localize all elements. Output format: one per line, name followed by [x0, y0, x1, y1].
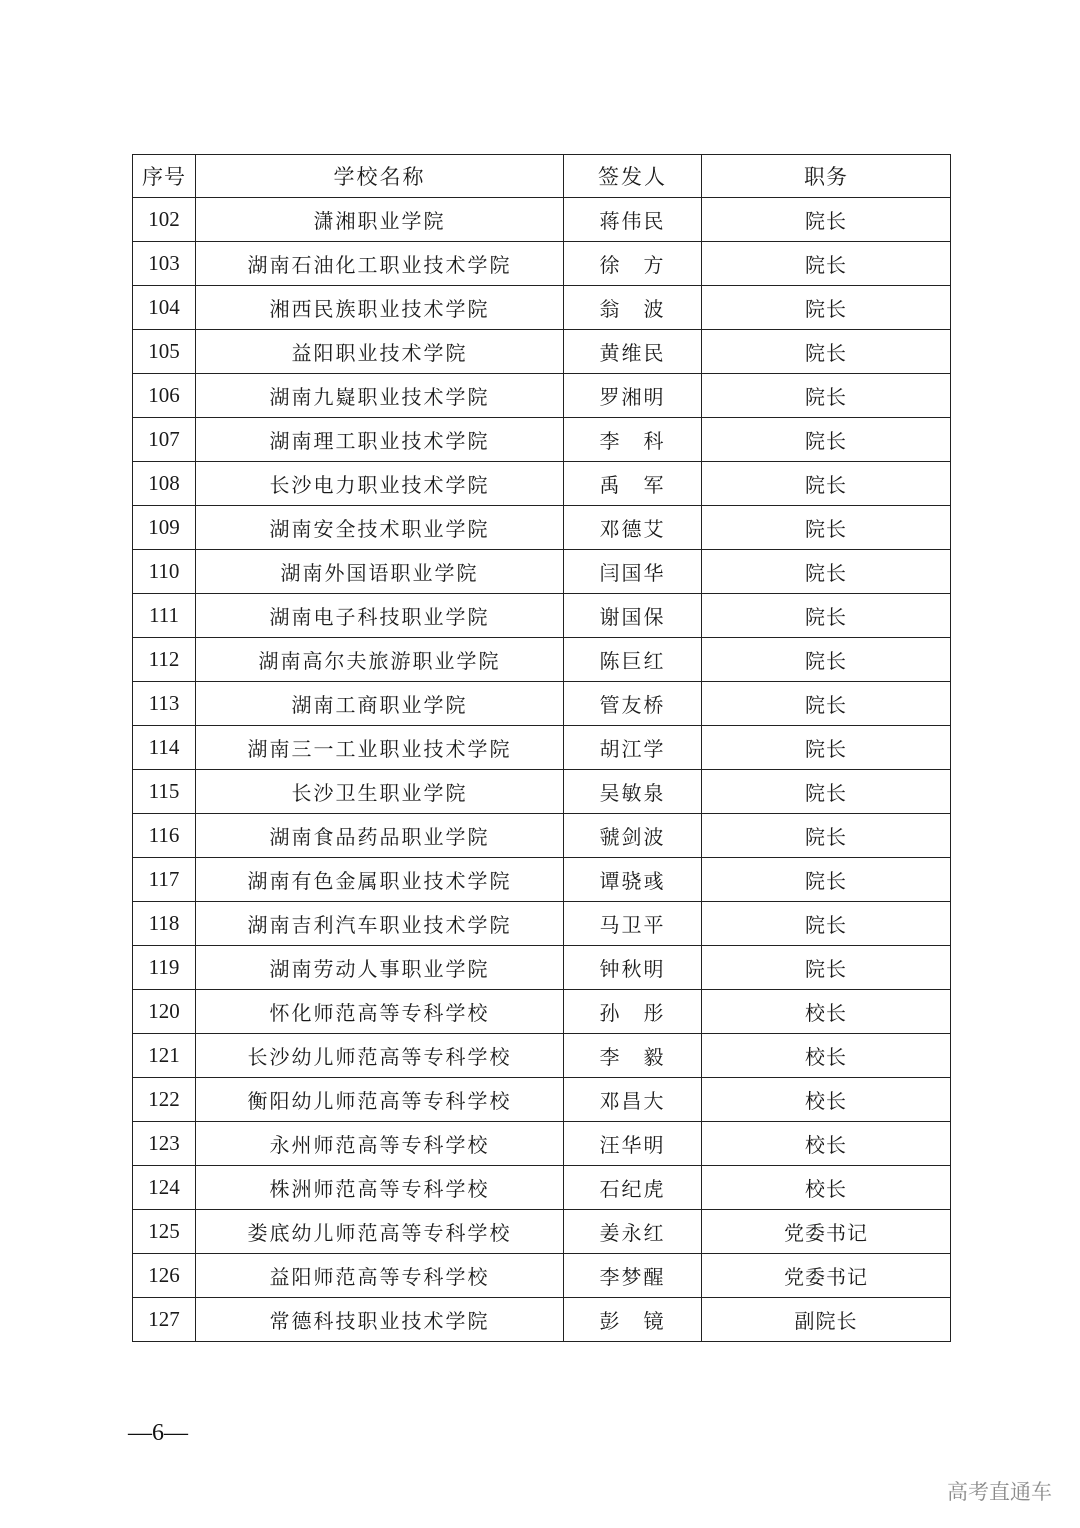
table-row: [133, 418, 951, 462]
table-body: [133, 198, 951, 1342]
cell-position: 校长: [702, 1034, 951, 1078]
cell-position: 院长: [702, 638, 951, 682]
cell-position: 院长: [702, 506, 951, 550]
cell-school-name: 怀化师范高等专科学校: [196, 990, 564, 1034]
cell-signer: 李 科: [564, 418, 702, 462]
table-row: [133, 1122, 951, 1166]
cell-school-name: 湖南外国语职业学院: [196, 550, 564, 594]
cell-school-name: 湖南安全技术职业学院: [196, 506, 564, 550]
table-row: [133, 594, 951, 638]
table-row: [133, 1298, 951, 1342]
cell-serial-number: 122: [133, 1078, 196, 1122]
cell-serial-number: 126: [133, 1254, 196, 1298]
cell-signer: 罗湘明: [564, 374, 702, 418]
cell-serial-number: 121: [133, 1034, 196, 1078]
watermark-text: 高考直通车: [947, 1480, 1052, 1504]
cell-school-name: 湖南九嶷职业技术学院: [196, 374, 564, 418]
table-row: [133, 462, 951, 506]
cell-serial-number: 102: [133, 198, 196, 242]
cell-school-name: 湖南电子科技职业学院: [196, 594, 564, 638]
cell-signer: 徐 方: [564, 242, 702, 286]
cell-position: 副院长: [702, 1298, 951, 1342]
cell-signer: 邓德艾: [564, 506, 702, 550]
cell-serial-number: 103: [133, 242, 196, 286]
table-row: [133, 1034, 951, 1078]
cell-signer: 姜永红: [564, 1210, 702, 1254]
table-row: [133, 374, 951, 418]
cell-serial-number: 113: [133, 682, 196, 726]
cell-position: 院长: [702, 374, 951, 418]
cell-signer: 李梦醒: [564, 1254, 702, 1298]
cell-signer: 闫国华: [564, 550, 702, 594]
cell-school-name: 长沙幼儿师范高等专科学校: [196, 1034, 564, 1078]
table-row: [133, 286, 951, 330]
table-row: [133, 814, 951, 858]
cell-school-name: 湖南工商职业学院: [196, 682, 564, 726]
cell-signer: 蒋伟民: [564, 198, 702, 242]
cell-signer: 孙 彤: [564, 990, 702, 1034]
cell-signer: 虢剑波: [564, 814, 702, 858]
cell-position: 校长: [702, 990, 951, 1034]
cell-signer: 谭骁彧: [564, 858, 702, 902]
cell-school-name: 衡阳幼儿师范高等专科学校: [196, 1078, 564, 1122]
cell-position: 党委书记: [702, 1210, 951, 1254]
cell-serial-number: 109: [133, 506, 196, 550]
cell-position: 院长: [702, 330, 951, 374]
cell-position: 院长: [702, 946, 951, 990]
cell-serial-number: 111: [133, 594, 196, 638]
cell-school-name: 永州师范高等专科学校: [196, 1122, 564, 1166]
cell-position: 院长: [702, 550, 951, 594]
cell-serial-number: 105: [133, 330, 196, 374]
cell-school-name: 长沙卫生职业学院: [196, 770, 564, 814]
cell-signer: 李 毅: [564, 1034, 702, 1078]
cell-school-name: 益阳师范高等专科学校: [196, 1254, 564, 1298]
cell-serial-number: 127: [133, 1298, 196, 1342]
table-row: [133, 946, 951, 990]
table-row: [133, 902, 951, 946]
table-row: [133, 858, 951, 902]
cell-school-name: 湖南三一工业职业技术学院: [196, 726, 564, 770]
cell-serial-number: 118: [133, 902, 196, 946]
cell-school-name: 娄底幼儿师范高等专科学校: [196, 1210, 564, 1254]
cell-signer: 管友桥: [564, 682, 702, 726]
cell-position: 校长: [702, 1122, 951, 1166]
cell-signer: 陈巨红: [564, 638, 702, 682]
cell-school-name: 益阳职业技术学院: [196, 330, 564, 374]
cell-signer: 邓昌大: [564, 1078, 702, 1122]
cell-school-name: 湖南理工职业技术学院: [196, 418, 564, 462]
table-row: [133, 1210, 951, 1254]
cell-school-name: 湖南劳动人事职业学院: [196, 946, 564, 990]
cell-serial-number: 110: [133, 550, 196, 594]
cell-position: 院长: [702, 418, 951, 462]
cell-signer: 翁 波: [564, 286, 702, 330]
cell-serial-number: 117: [133, 858, 196, 902]
cell-signer: 汪华明: [564, 1122, 702, 1166]
cell-serial-number: 108: [133, 462, 196, 506]
cell-school-name: 常德科技职业技术学院: [196, 1298, 564, 1342]
cell-serial-number: 114: [133, 726, 196, 770]
signatory-table: [132, 154, 951, 1342]
cell-position: 院长: [702, 198, 951, 242]
cell-position: 院长: [702, 682, 951, 726]
cell-serial-number: 106: [133, 374, 196, 418]
cell-signer: 禹 军: [564, 462, 702, 506]
cell-signer: 石纪虎: [564, 1166, 702, 1210]
header-serial-number: 序号: [133, 155, 196, 198]
cell-position: 党委书记: [702, 1254, 951, 1298]
cell-serial-number: 119: [133, 946, 196, 990]
header-signer: 签发人: [564, 155, 702, 198]
table-row: [133, 1166, 951, 1210]
cell-school-name: 湖南高尔夫旅游职业学院: [196, 638, 564, 682]
cell-position: 院长: [702, 286, 951, 330]
cell-position: 校长: [702, 1078, 951, 1122]
table-header: [133, 155, 951, 198]
cell-position: 院长: [702, 858, 951, 902]
cell-serial-number: 116: [133, 814, 196, 858]
cell-serial-number: 125: [133, 1210, 196, 1254]
cell-serial-number: 120: [133, 990, 196, 1034]
cell-signer: 谢国保: [564, 594, 702, 638]
table-row: [133, 550, 951, 594]
cell-signer: 马卫平: [564, 902, 702, 946]
cell-serial-number: 112: [133, 638, 196, 682]
cell-serial-number: 104: [133, 286, 196, 330]
cell-serial-number: 123: [133, 1122, 196, 1166]
cell-school-name: 潇湘职业学院: [196, 198, 564, 242]
table-row: [133, 990, 951, 1034]
cell-school-name: 株洲师范高等专科学校: [196, 1166, 564, 1210]
cell-position: 院长: [702, 902, 951, 946]
table-row: [133, 726, 951, 770]
header-position: 职务: [702, 155, 951, 198]
table-row: [133, 198, 951, 242]
table-row: [133, 638, 951, 682]
cell-signer: 钟秋明: [564, 946, 702, 990]
table-row: [133, 242, 951, 286]
table-row: [133, 770, 951, 814]
cell-signer: 黄维民: [564, 330, 702, 374]
page-number: —6—: [128, 1420, 188, 1446]
cell-position: 院长: [702, 462, 951, 506]
cell-position: 院长: [702, 814, 951, 858]
cell-school-name: 湖南石油化工职业技术学院: [196, 242, 564, 286]
cell-position: 院长: [702, 242, 951, 286]
cell-school-name: 湖南有色金属职业技术学院: [196, 858, 564, 902]
cell-serial-number: 107: [133, 418, 196, 462]
cell-position: 校长: [702, 1166, 951, 1210]
header-row: [133, 155, 951, 198]
header-school-name: 学校名称: [196, 155, 564, 198]
cell-signer: 吴敏泉: [564, 770, 702, 814]
cell-school-name: 湖南吉利汽车职业技术学院: [196, 902, 564, 946]
table-row: [133, 682, 951, 726]
table-row: [133, 1078, 951, 1122]
cell-signer: 胡江学: [564, 726, 702, 770]
cell-position: 院长: [702, 726, 951, 770]
table-row: [133, 1254, 951, 1298]
cell-school-name: 长沙电力职业技术学院: [196, 462, 564, 506]
table-row: [133, 330, 951, 374]
cell-position: 院长: [702, 770, 951, 814]
cell-serial-number: 124: [133, 1166, 196, 1210]
table-row: [133, 506, 951, 550]
cell-position: 院长: [702, 594, 951, 638]
cell-school-name: 湘西民族职业技术学院: [196, 286, 564, 330]
cell-serial-number: 115: [133, 770, 196, 814]
cell-signer: 彭 镜: [564, 1298, 702, 1342]
cell-school-name: 湖南食品药品职业学院: [196, 814, 564, 858]
